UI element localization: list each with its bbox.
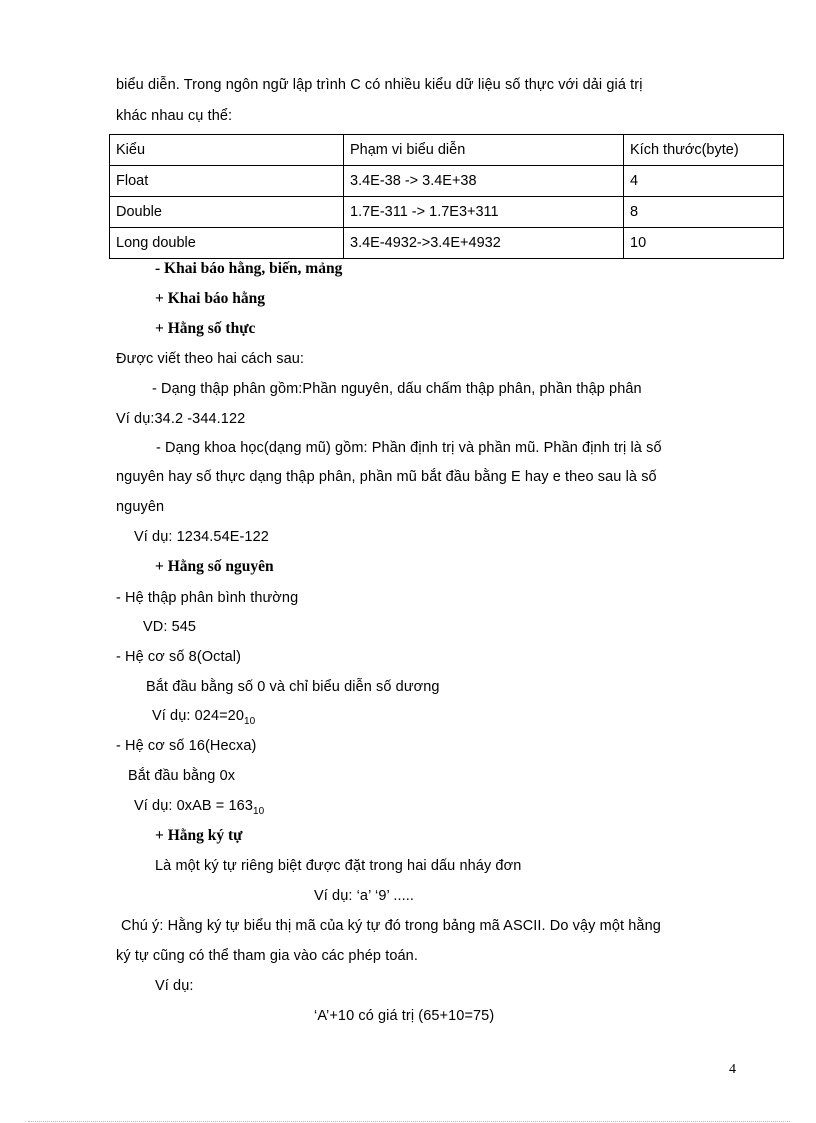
table-cell: Long double [110, 228, 344, 259]
intro-line-2: khác nhau cụ thể: [116, 108, 233, 124]
base-subscript: 10 [244, 716, 256, 727]
paragraph-line: Bắt đầu bằng 0x [128, 768, 236, 784]
table-cell: 1.7E-311 -> 1.7E3+311 [344, 197, 624, 228]
table-header-row [110, 135, 784, 166]
table-cell: Double [110, 197, 344, 228]
table-header-cell: Phạm vi biểu diễn [344, 135, 624, 166]
footer-divider [28, 1121, 790, 1122]
subheading-integer-constants: + Hằng số nguyên [155, 558, 274, 575]
table-cell: 8 [624, 197, 784, 228]
example-text: Ví dụ: 0xAB = 163 [134, 798, 253, 814]
base-subscript: 10 [253, 806, 265, 817]
example-text: Ví dụ: 024=20 [152, 708, 245, 724]
paragraph-line: nguyên hay số thực dạng thập phân, phần mũ bắt đầu bằng E hay e theo sau là số [116, 469, 657, 485]
table-row [110, 228, 784, 259]
paragraph-line: Bắt đầu bằng số 0 và chỉ biểu diễn số dương [146, 679, 440, 695]
example-line: ‘A’+10 có giá trị (65+10=75) [314, 1008, 495, 1024]
table-row [110, 197, 784, 228]
table-cell: 10 [624, 228, 784, 259]
table-header-cell: Kích thước(byte) [624, 135, 784, 166]
paragraph-line: - Hệ cơ số 8(Octal) [116, 649, 242, 665]
table-row [110, 166, 784, 197]
table-cell: Float [110, 166, 344, 197]
example-line [134, 796, 264, 816]
example-line: Ví dụ: 1234.54E-122 [134, 529, 269, 545]
paragraph-line: - Hệ thập phân bình thường [116, 590, 299, 606]
subheading-real-constants: + Hằng số thực [155, 320, 256, 337]
intro-line-1: biểu diễn. Trong ngôn ngữ lập trình C có nhiều kiểu dữ liệu số thực với dải giá trị [116, 77, 643, 93]
paragraph-line: - Hệ cơ số 16(Hecxa) [116, 738, 257, 754]
example-line: Ví dụ:34.2 -344.122 [116, 411, 246, 427]
table-cell: 3.4E-4932->3.4E+4932 [344, 228, 624, 259]
table-header-cell: Kiểu [110, 135, 344, 166]
paragraph-line: nguyên [116, 499, 165, 515]
example-line: Ví dụ: ‘a’ ‘9’ ..... [314, 888, 415, 904]
table-cell: 3.4E-38 -> 3.4E+38 [344, 166, 624, 197]
note-line: ký tự cũng có thể tham gia vào các phép toán. [116, 948, 418, 964]
page-number: 4 [729, 1062, 736, 1077]
example-line [152, 706, 255, 726]
section-heading: - Khai báo hằng, biến, mảng [155, 260, 343, 277]
example-line: VD: 545 [143, 619, 197, 635]
subheading-char-constants: + Hằng ký tự [155, 827, 243, 844]
paragraph-line: Được viết theo hai cách sau: [116, 351, 305, 367]
real-types-table [109, 134, 784, 259]
paragraph-line: - Dạng khoa học(dạng mũ) gồm: Phần định trị và phần mũ. Phần định trị là số [156, 440, 662, 456]
table-cell: 4 [624, 166, 784, 197]
subheading-constants: + Khai báo hằng [155, 290, 266, 307]
paragraph-line: - Dạng thập phân gồm:Phần nguyên, dấu chấm thập phân, phần thập phân [152, 381, 642, 397]
paragraph-line: Là một ký tự riêng biệt được đặt trong hai dấu nháy đơn [155, 858, 522, 874]
note-line: Chú ý: Hằng ký tự biểu thị mã của ký tự đó trong bảng mã ASCII. Do vậy một hằng [121, 918, 661, 934]
example-label: Ví dụ: [155, 978, 194, 994]
